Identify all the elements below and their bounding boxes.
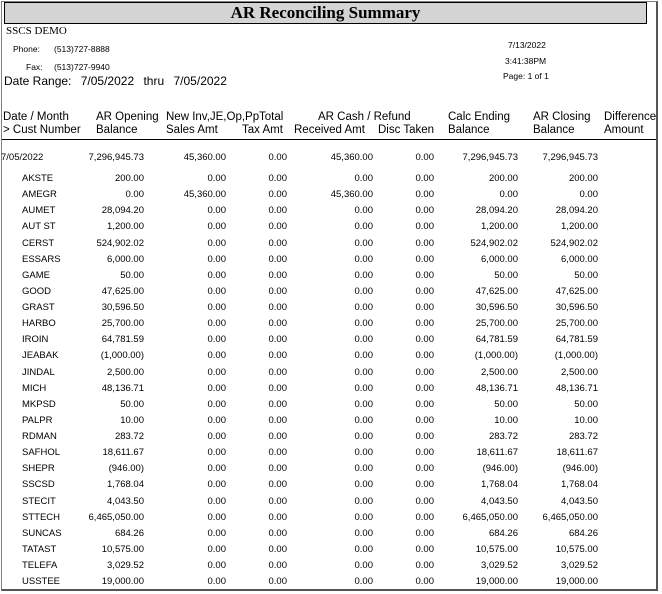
table-row bbox=[0, 270, 662, 286]
sales-amt-cell: 0.00 bbox=[207, 560, 226, 572]
disc-taken-cell: 0.00 bbox=[415, 479, 434, 491]
cust-number: RDMAN bbox=[22, 431, 57, 443]
phone-label: Phone: bbox=[13, 44, 40, 54]
header-difference-amount: Amount bbox=[604, 124, 644, 136]
tax-amt-cell: 0.00 bbox=[268, 447, 287, 459]
received-amt-cell: 0.00 bbox=[354, 302, 373, 314]
ar-opening-cell: 283.72 bbox=[114, 431, 144, 443]
ar-opening-cell: 64,781.59 bbox=[101, 334, 144, 346]
cust-number: PALPR bbox=[22, 414, 53, 426]
received-amt-cell: 0.00 bbox=[354, 495, 373, 507]
calc-ending-cell: 4,043.50 bbox=[481, 495, 518, 507]
ar-closing-cell: 4,043.50 bbox=[561, 495, 598, 507]
disc-taken-cell: 0.00 bbox=[415, 576, 434, 588]
sales-amt-cell: 0.00 bbox=[207, 382, 226, 394]
disc-taken-cell: 0.00 bbox=[415, 543, 434, 555]
sales-amt-cell: 0.00 bbox=[207, 205, 226, 217]
disc-taken-cell: 0.00 bbox=[415, 237, 434, 249]
sales-amt-cell: 0.00 bbox=[207, 302, 226, 314]
cust-number: CERST bbox=[22, 237, 55, 249]
received-amt-cell: 0.00 bbox=[354, 382, 373, 394]
disc-taken-cell: 0.00 bbox=[415, 205, 434, 217]
print-date: 7/13/2022 bbox=[508, 40, 546, 50]
received-amt-cell: 0.00 bbox=[354, 318, 373, 330]
company-name: SSCS DEMO bbox=[6, 25, 67, 37]
ar-opening-cell: 10,575.00 bbox=[101, 543, 144, 555]
tax-amt-cell: 0.00 bbox=[268, 302, 287, 314]
header-disc-taken: Disc Taken bbox=[378, 124, 435, 136]
cust-number: MICH bbox=[22, 382, 47, 394]
cust-number: JEABAK bbox=[22, 350, 59, 362]
table-row bbox=[0, 173, 662, 189]
cust-number: AUMET bbox=[22, 205, 56, 217]
ar-opening-cell: 48,136.71 bbox=[101, 382, 144, 394]
ar-closing-cell: 25,700.00 bbox=[555, 318, 598, 330]
header-date-month: Date / Month bbox=[3, 111, 69, 123]
ar-closing-cell: 283.72 bbox=[568, 431, 598, 443]
received-amt-cell: 0.00 bbox=[354, 414, 373, 426]
sales-amt-cell: 0.00 bbox=[207, 269, 226, 281]
summary-sales-amt: 45,360.00 bbox=[183, 152, 226, 163]
ar-closing-cell: 0.00 bbox=[579, 189, 598, 201]
received-amt-cell: 0.00 bbox=[354, 205, 373, 217]
header-tax-amt: Tax Amt bbox=[242, 124, 283, 136]
disc-taken-cell: 0.00 bbox=[415, 382, 434, 394]
ar-closing-cell: 18,611.67 bbox=[556, 447, 598, 459]
sales-amt-cell: 0.00 bbox=[207, 527, 226, 539]
calc-ending-cell: 10,575.00 bbox=[475, 543, 518, 555]
summary-tax-amt: 0.00 bbox=[268, 152, 287, 163]
table-row bbox=[0, 544, 662, 560]
tax-amt-cell: 0.00 bbox=[268, 221, 287, 233]
summary-row bbox=[0, 152, 662, 168]
ar-opening-cell: 30,596.50 bbox=[101, 302, 144, 314]
ar-closing-cell: 3,029.52 bbox=[561, 560, 598, 572]
table-row bbox=[0, 334, 662, 350]
header-new-inv: New Inv,JE,Op,Pp bbox=[166, 111, 260, 123]
calc-ending-cell: 0.00 bbox=[499, 189, 518, 201]
tax-amt-cell: 0.00 bbox=[268, 366, 287, 378]
header-difference: Difference bbox=[604, 111, 657, 123]
ar-opening-cell: 0.00 bbox=[125, 189, 144, 201]
received-amt-cell: 0.00 bbox=[354, 447, 373, 459]
summary-ar-closing: 7,296,945.73 bbox=[542, 152, 598, 163]
received-amt-cell: 0.00 bbox=[354, 253, 373, 265]
calc-ending-cell: 3,029.52 bbox=[481, 560, 518, 572]
received-amt-cell: 0.00 bbox=[354, 576, 373, 588]
table-row bbox=[0, 512, 662, 528]
tax-amt-cell: 0.00 bbox=[268, 253, 287, 265]
header-opening-balance: Balance bbox=[96, 124, 138, 136]
header-cust-number: > Cust Number bbox=[3, 124, 81, 136]
cust-number: IROIN bbox=[22, 334, 49, 346]
disc-taken-cell: 0.00 bbox=[415, 318, 434, 330]
page-number: Page: 1 of 1 bbox=[503, 71, 549, 81]
table-row bbox=[0, 576, 662, 592]
received-amt-cell: 0.00 bbox=[354, 527, 373, 539]
sales-amt-cell: 0.00 bbox=[207, 318, 226, 330]
ar-closing-cell: 30,596.50 bbox=[555, 302, 598, 314]
ar-opening-cell: 50.00 bbox=[120, 269, 144, 281]
ar-closing-cell: 19,000.00 bbox=[555, 576, 598, 588]
ar-opening-cell: 50.00 bbox=[120, 398, 144, 410]
ar-opening-cell: 25,700.00 bbox=[101, 318, 144, 330]
table-row bbox=[0, 286, 662, 302]
ar-opening-cell: 19,000.00 bbox=[101, 576, 144, 588]
calc-ending-cell: 19,000.00 bbox=[475, 576, 518, 588]
calc-ending-cell: 30,596.50 bbox=[475, 302, 518, 314]
ar-closing-cell: 684.26 bbox=[568, 527, 598, 539]
sales-amt-cell: 0.00 bbox=[207, 173, 226, 184]
ar-closing-cell: 47,625.00 bbox=[555, 285, 598, 297]
table-row bbox=[0, 189, 662, 205]
ar-opening-cell: (1,000.00) bbox=[100, 350, 144, 362]
summary-calc-ending: 7,296,945.73 bbox=[462, 152, 518, 163]
table-row bbox=[0, 254, 662, 270]
tax-amt-cell: 0.00 bbox=[268, 495, 287, 507]
tax-amt-cell: 0.00 bbox=[268, 527, 287, 539]
tax-amt-cell: 0.00 bbox=[268, 237, 287, 249]
ar-closing-cell: 2,500.00 bbox=[561, 366, 598, 378]
table-row bbox=[0, 447, 662, 463]
calc-ending-cell: 50.00 bbox=[494, 398, 518, 410]
ar-opening-cell: (946.00) bbox=[108, 463, 144, 475]
received-amt-cell: 0.00 bbox=[354, 285, 373, 297]
date-thru: thru bbox=[143, 74, 165, 88]
table-row bbox=[0, 205, 662, 221]
received-amt-cell: 0.00 bbox=[354, 237, 373, 249]
cust-number: GAME bbox=[22, 269, 50, 281]
ar-opening-cell: 4,043.50 bbox=[107, 495, 144, 507]
date-from: 7/05/2022 bbox=[80, 74, 135, 88]
cust-number: GRAST bbox=[22, 302, 55, 314]
fax-label: Fax: bbox=[26, 62, 43, 72]
ar-closing-cell: (946.00) bbox=[562, 463, 598, 475]
tax-amt-cell: 0.00 bbox=[268, 560, 287, 572]
ar-closing-cell: 64,781.59 bbox=[555, 334, 598, 346]
cust-number: TATAST bbox=[22, 543, 57, 555]
table-row bbox=[0, 496, 662, 512]
calc-ending-cell: 64,781.59 bbox=[475, 334, 518, 346]
ar-closing-cell: 524,902.02 bbox=[550, 237, 598, 249]
calc-ending-cell: 200.00 bbox=[488, 173, 518, 184]
ar-opening-cell: 47,625.00 bbox=[101, 285, 144, 297]
tax-amt-cell: 0.00 bbox=[268, 269, 287, 281]
print-time: 3:41:38PM bbox=[505, 56, 547, 66]
summary-received-amt: 45,360.00 bbox=[330, 152, 373, 163]
date-range bbox=[4, 74, 227, 88]
ar-closing-cell: 50.00 bbox=[574, 269, 598, 281]
cust-number: JINDAL bbox=[22, 366, 55, 378]
disc-taken-cell: 0.00 bbox=[415, 302, 434, 314]
ar-closing-cell: 28,094.20 bbox=[555, 205, 598, 217]
cust-number: SHEPR bbox=[22, 463, 55, 475]
disc-taken-cell: 0.00 bbox=[415, 334, 434, 346]
disc-taken-cell: 0.00 bbox=[415, 414, 434, 426]
received-amt-cell: 0.00 bbox=[354, 560, 373, 572]
sales-amt-cell: 0.00 bbox=[207, 576, 226, 588]
received-amt-cell: 0.00 bbox=[354, 350, 373, 362]
table-row bbox=[0, 318, 662, 334]
table-row bbox=[0, 528, 662, 544]
ar-opening-cell: 3,029.52 bbox=[107, 560, 144, 572]
calc-ending-cell: 25,700.00 bbox=[475, 318, 518, 330]
sales-amt-cell: 0.00 bbox=[207, 543, 226, 555]
tax-amt-cell: 0.00 bbox=[268, 511, 287, 523]
sales-amt-cell: 45,360.00 bbox=[183, 189, 226, 201]
disc-taken-cell: 0.00 bbox=[415, 527, 434, 539]
tax-amt-cell: 0.00 bbox=[268, 479, 287, 491]
tax-amt-cell: 0.00 bbox=[268, 334, 287, 346]
disc-taken-cell: 0.00 bbox=[415, 253, 434, 265]
tax-amt-cell: 0.00 bbox=[268, 382, 287, 394]
report-title: AR Reconciling Summary bbox=[4, 2, 647, 24]
header-ar-cash-refund: AR Cash / Refund bbox=[318, 111, 411, 123]
sales-amt-cell: 0.00 bbox=[207, 479, 226, 491]
disc-taken-cell: 0.00 bbox=[415, 269, 434, 281]
disc-taken-cell: 0.00 bbox=[415, 398, 434, 410]
disc-taken-cell: 0.00 bbox=[415, 431, 434, 443]
table-row bbox=[0, 221, 662, 237]
disc-taken-cell: 0.00 bbox=[415, 495, 434, 507]
ar-opening-cell: 6,465,050.00 bbox=[88, 511, 144, 523]
calc-ending-cell: 1,768.04 bbox=[481, 479, 518, 491]
ar-opening-cell: 28,094.20 bbox=[101, 205, 144, 217]
received-amt-cell: 0.00 bbox=[354, 479, 373, 491]
calc-ending-cell: 6,465,050.00 bbox=[462, 511, 518, 523]
sales-amt-cell: 0.00 bbox=[207, 350, 226, 362]
ar-closing-cell: 10,575.00 bbox=[555, 543, 598, 555]
received-amt-cell: 0.00 bbox=[354, 511, 373, 523]
received-amt-cell: 0.00 bbox=[354, 221, 373, 233]
ar-closing-cell: 6,465,050.00 bbox=[542, 511, 598, 523]
cust-number: USSTEE bbox=[22, 576, 61, 588]
ar-closing-cell: 48,136.71 bbox=[555, 382, 598, 394]
cust-number: AUT ST bbox=[22, 221, 56, 233]
tax-amt-cell: 0.00 bbox=[268, 285, 287, 297]
date-range-label: Date Range: bbox=[4, 74, 72, 88]
sales-amt-cell: 0.00 bbox=[207, 366, 226, 378]
ar-opening-cell: 6,000.00 bbox=[107, 253, 144, 265]
calc-ending-cell: 6,000.00 bbox=[481, 253, 518, 265]
received-amt-cell: 0.00 bbox=[354, 431, 373, 443]
cust-number: TELEFA bbox=[22, 560, 58, 572]
header-ar-opening: AR Opening bbox=[96, 111, 159, 123]
calc-ending-cell: 10.00 bbox=[494, 414, 518, 426]
calc-ending-cell: 47,625.00 bbox=[475, 285, 518, 297]
summary-disc-taken: 0.00 bbox=[415, 152, 434, 163]
received-amt-cell: 0.00 bbox=[354, 269, 373, 281]
table-row bbox=[0, 479, 662, 495]
received-amt-cell: 0.00 bbox=[354, 173, 373, 184]
cust-number: STTECH bbox=[22, 511, 60, 523]
ar-opening-cell: 684.26 bbox=[114, 527, 144, 539]
cust-number: SSCSD bbox=[22, 479, 55, 491]
ar-closing-cell: 1,200.00 bbox=[561, 221, 598, 233]
table-row bbox=[0, 463, 662, 479]
cust-number: AKSTE bbox=[22, 173, 54, 184]
cust-number: STECIT bbox=[22, 495, 56, 507]
received-amt-cell: 45,360.00 bbox=[330, 189, 373, 201]
sales-amt-cell: 0.00 bbox=[207, 495, 226, 507]
ar-closing-cell: (1,000.00) bbox=[554, 350, 598, 362]
sales-amt-cell: 0.00 bbox=[207, 285, 226, 297]
received-amt-cell: 0.00 bbox=[354, 543, 373, 555]
calc-ending-cell: 48,136.71 bbox=[475, 382, 518, 394]
received-amt-cell: 0.00 bbox=[354, 398, 373, 410]
received-amt-cell: 0.00 bbox=[354, 463, 373, 475]
ar-opening-cell: 18,611.67 bbox=[102, 447, 144, 459]
disc-taken-cell: 0.00 bbox=[415, 173, 434, 184]
calc-ending-cell: (1,000.00) bbox=[474, 350, 518, 362]
ar-closing-cell: 1,768.04 bbox=[561, 479, 598, 491]
sales-amt-cell: 0.00 bbox=[207, 221, 226, 233]
sales-amt-cell: 0.00 bbox=[207, 447, 226, 459]
calc-ending-cell: (946.00) bbox=[482, 463, 518, 475]
sales-amt-cell: 0.00 bbox=[207, 463, 226, 475]
ar-opening-cell: 2,500.00 bbox=[107, 366, 144, 378]
disc-taken-cell: 0.00 bbox=[415, 366, 434, 378]
calc-ending-cell: 1,200.00 bbox=[481, 221, 518, 233]
summary-ar-opening: 7,296,945.73 bbox=[88, 152, 144, 163]
table-row bbox=[0, 415, 662, 431]
tax-amt-cell: 0.00 bbox=[268, 431, 287, 443]
disc-taken-cell: 0.00 bbox=[415, 350, 434, 362]
calc-ending-cell: 283.72 bbox=[488, 431, 518, 443]
ar-closing-cell: 200.00 bbox=[568, 173, 598, 184]
header-closing-balance: Balance bbox=[533, 124, 575, 136]
header-calc-ending: Calc Ending bbox=[448, 111, 511, 123]
sales-amt-cell: 0.00 bbox=[207, 398, 226, 410]
cust-number: SUNCAS bbox=[22, 527, 62, 539]
disc-taken-cell: 0.00 bbox=[415, 560, 434, 572]
header-ar-closing: AR Closing bbox=[533, 111, 591, 123]
header-rule bbox=[2, 139, 656, 140]
sales-amt-cell: 0.00 bbox=[207, 511, 226, 523]
date-to: 7/05/2022 bbox=[173, 74, 227, 88]
ar-opening-cell: 1,200.00 bbox=[107, 221, 144, 233]
tax-amt-cell: 0.00 bbox=[268, 173, 287, 184]
sales-amt-cell: 0.00 bbox=[207, 334, 226, 346]
cust-number: HARBO bbox=[22, 318, 56, 330]
table-row bbox=[0, 238, 662, 254]
cust-number: AMEGR bbox=[22, 189, 57, 201]
disc-taken-cell: 0.00 bbox=[415, 511, 434, 523]
calc-ending-cell: 524,902.02 bbox=[470, 237, 518, 249]
table-row bbox=[0, 367, 662, 383]
disc-taken-cell: 0.00 bbox=[415, 189, 434, 201]
header-received-amt: Received Amt bbox=[294, 124, 365, 136]
ar-opening-cell: 1,768.04 bbox=[107, 479, 144, 491]
disc-taken-cell: 0.00 bbox=[415, 285, 434, 297]
tax-amt-cell: 0.00 bbox=[268, 398, 287, 410]
sales-amt-cell: 0.00 bbox=[207, 237, 226, 249]
fax-number: (513)727-9940 bbox=[54, 62, 110, 72]
tax-amt-cell: 0.00 bbox=[268, 414, 287, 426]
table-row bbox=[0, 431, 662, 447]
received-amt-cell: 0.00 bbox=[354, 366, 373, 378]
header-calc-balance: Balance bbox=[448, 124, 490, 136]
tax-amt-cell: 0.00 bbox=[268, 543, 287, 555]
disc-taken-cell: 0.00 bbox=[415, 447, 434, 459]
header-total: Total bbox=[259, 111, 284, 123]
sales-amt-cell: 0.00 bbox=[207, 414, 226, 426]
tax-amt-cell: 0.00 bbox=[268, 318, 287, 330]
table-row bbox=[0, 560, 662, 576]
cust-number: MKPSD bbox=[22, 398, 56, 410]
tax-amt-cell: 0.00 bbox=[268, 350, 287, 362]
disc-taken-cell: 0.00 bbox=[415, 221, 434, 233]
calc-ending-cell: 50.00 bbox=[494, 269, 518, 281]
phone-number: (513)727-8888 bbox=[54, 44, 110, 54]
ar-closing-cell: 10.00 bbox=[574, 414, 598, 426]
ar-opening-cell: 524,902.02 bbox=[96, 237, 144, 249]
received-amt-cell: 0.00 bbox=[354, 334, 373, 346]
calc-ending-cell: 2,500.00 bbox=[481, 366, 518, 378]
table-row bbox=[0, 399, 662, 415]
tax-amt-cell: 0.00 bbox=[268, 576, 287, 588]
table-row bbox=[0, 383, 662, 399]
header-sales-amt: Sales Amt bbox=[166, 124, 218, 136]
cust-number: GOOD bbox=[22, 285, 52, 297]
calc-ending-cell: 28,094.20 bbox=[475, 205, 518, 217]
summary-date: 7/05/2022 bbox=[1, 152, 44, 163]
table-row bbox=[0, 350, 662, 366]
tax-amt-cell: 0.00 bbox=[268, 205, 287, 217]
disc-taken-cell: 0.00 bbox=[415, 463, 434, 475]
cust-number: ESSARS bbox=[22, 253, 61, 265]
tax-amt-cell: 0.00 bbox=[268, 189, 287, 201]
ar-closing-cell: 6,000.00 bbox=[561, 253, 598, 265]
calc-ending-cell: 684.26 bbox=[488, 527, 518, 539]
tax-amt-cell: 0.00 bbox=[268, 463, 287, 475]
ar-opening-cell: 200.00 bbox=[114, 173, 144, 184]
cust-number: SAFHOL bbox=[22, 447, 61, 459]
calc-ending-cell: 18,611.67 bbox=[476, 447, 518, 459]
sales-amt-cell: 0.00 bbox=[207, 431, 226, 443]
ar-closing-cell: 50.00 bbox=[574, 398, 598, 410]
ar-opening-cell: 10.00 bbox=[120, 414, 144, 426]
sales-amt-cell: 0.00 bbox=[207, 253, 226, 265]
table-row bbox=[0, 302, 662, 318]
